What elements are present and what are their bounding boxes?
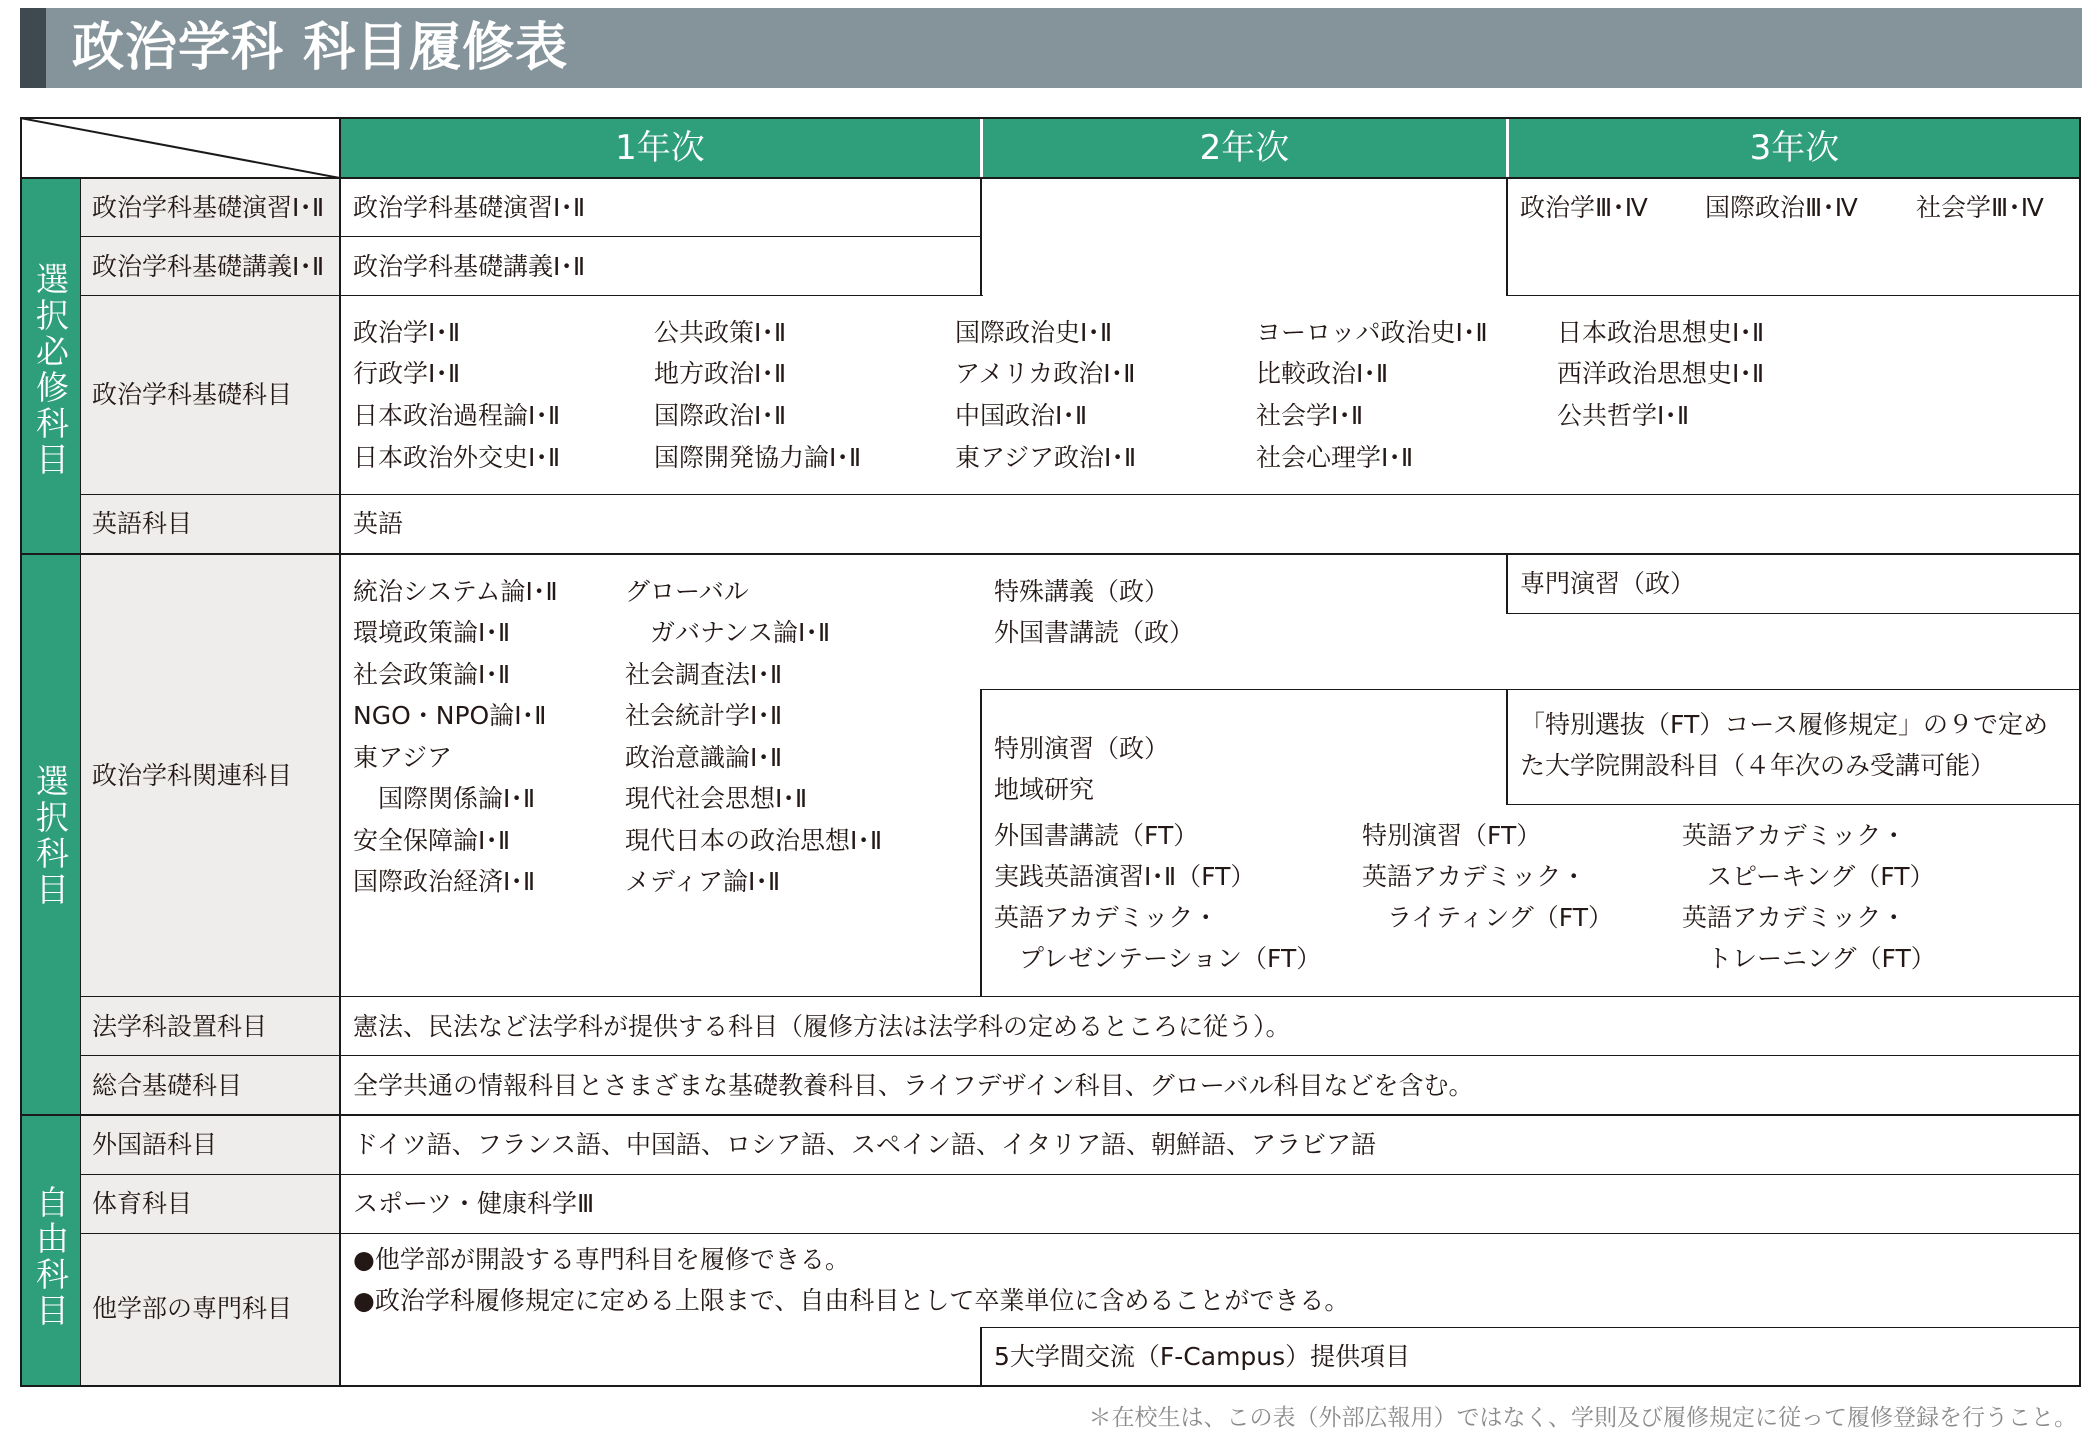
- list-item: 東アジア: [353, 743, 453, 772]
- list-item: トレーニング（FT）: [1682, 944, 1936, 973]
- list-item: 社会統計学Ⅰ･Ⅱ: [625, 701, 783, 730]
- group-free-label: 自由科目: [31, 1185, 70, 1329]
- cell-fcampus: 5大学間交流（F-Campus）提供項目: [994, 1342, 1411, 1371]
- list-item: プレゼンテーション（FT）: [994, 944, 1322, 973]
- list-item: 公共政策Ⅰ･Ⅱ: [654, 318, 787, 347]
- list-item: 日本政治外交史Ⅰ･Ⅱ: [353, 443, 561, 472]
- row-label-general: 総合基礎科目: [92, 1071, 243, 1100]
- list-item: 西洋政治思想史Ⅰ･Ⅱ: [1557, 359, 1765, 388]
- cell-specialized-seminar: 専門演習（政）: [1520, 569, 1696, 598]
- list-item: スピーキング（FT）: [1682, 862, 1935, 891]
- cell-y3-advanced-2: 国際政治Ⅲ･Ⅳ: [1705, 193, 1858, 222]
- cell-pe: スポーツ・健康科学Ⅲ: [353, 1189, 595, 1218]
- row-label-lecture: 政治学科基礎講義Ⅰ･Ⅱ: [92, 252, 325, 281]
- list-item: 英語アカデミック・: [1362, 862, 1587, 891]
- row-label-english: 英語科目: [92, 509, 193, 538]
- list-item: 安全保障論Ⅰ･Ⅱ: [353, 826, 511, 855]
- row-label-law: 法学科設置科目: [92, 1012, 268, 1041]
- cell-law-subjects: 憲法、民法など法学科が提供する科目（履修方法は法学科の定めるところに従う）。: [353, 1012, 1291, 1041]
- cell-lecture-y1: 政治学科基礎講義Ⅰ･Ⅱ: [353, 252, 586, 281]
- corner-diagonal: [20, 118, 340, 178]
- cell-y3-advanced-3: 社会学Ⅲ･Ⅳ: [1916, 193, 2044, 222]
- list-item: グローバル: [625, 577, 749, 606]
- page-title: 政治学科 科目履修表: [72, 18, 569, 78]
- list-item: 統治システム論Ⅰ･Ⅱ: [353, 577, 558, 606]
- cell-foreign-reading: 外国書講読（政）: [994, 618, 1195, 647]
- cell-seminar-y1: 政治学科基礎演習Ⅰ･Ⅱ: [353, 193, 586, 222]
- row-label-basic: 政治学科基礎科目: [92, 380, 293, 409]
- cell-other-faculty-2: ●政治学科履修規定に定める上限まで、自由科目として卒業単位に含めることができる。: [353, 1286, 1350, 1315]
- row-label-related: 政治学科関連科目: [92, 761, 293, 790]
- cell-foreign-languages: ドイツ語、フランス語、中国語、ロシア語、スペイン語、イタリア語、朝鮮語、アラビア語: [353, 1130, 1377, 1159]
- list-item: 国際政治史Ⅰ･Ⅱ: [955, 318, 1113, 347]
- cell-y3-advanced-1: 政治学Ⅲ･Ⅳ: [1520, 193, 1648, 222]
- list-item: 社会学Ⅰ･Ⅱ: [1256, 401, 1364, 430]
- footnote: ＊在校生は、この表（外部広報用）ではなく、学則及び履修規定に従って履修登録を行うこと。: [1088, 1405, 2077, 1431]
- list-item: 中国政治Ⅰ･Ⅱ: [955, 401, 1088, 430]
- cell-english: 英語: [353, 509, 404, 538]
- list-item: NGO・NPO論Ⅰ･Ⅱ: [353, 701, 547, 730]
- list-item: 国際開発協力論Ⅰ･Ⅱ: [654, 443, 862, 472]
- list-item: 特別演習（FT）: [1362, 821, 1542, 850]
- list-item: 日本政治過程論Ⅰ･Ⅱ: [353, 401, 561, 430]
- list-item: ライティング（FT）: [1362, 903, 1613, 932]
- list-item: 英語アカデミック・: [1682, 821, 1907, 850]
- row-label-other-faculty: 他学部の専門科目: [92, 1294, 293, 1323]
- list-item: 行政学Ⅰ･Ⅱ: [353, 359, 461, 388]
- cell-special-seminar: 特別演習（政）: [994, 734, 1170, 763]
- list-item: 外国書講読（FT）: [994, 821, 1199, 850]
- list-item: 社会政策論Ⅰ･Ⅱ: [353, 660, 511, 689]
- list-item: 東アジア政治Ⅰ･Ⅱ: [955, 443, 1137, 472]
- list-item: 政治意識論Ⅰ･Ⅱ: [625, 743, 783, 772]
- list-item: 日本政治思想史Ⅰ･Ⅱ: [1557, 318, 1765, 347]
- header-year1: 1年次: [615, 128, 705, 168]
- list-item: 実践英語演習Ⅰ･Ⅱ（FT）: [994, 862, 1256, 891]
- list-item: 国際政治経済Ⅰ･Ⅱ: [353, 867, 536, 896]
- list-item: 社会調査法Ⅰ･Ⅱ: [625, 660, 783, 689]
- list-item: 国際政治Ⅰ･Ⅱ: [654, 401, 787, 430]
- header-year3: 3年次: [1749, 128, 1840, 168]
- list-item: 政治学Ⅰ･Ⅱ: [353, 318, 461, 347]
- list-item: 環境政策論Ⅰ･Ⅱ: [353, 618, 511, 647]
- list-item: 現代社会思想Ⅰ･Ⅱ: [625, 784, 808, 813]
- cell-other-faculty-1: ●他学部が開設する専門科目を履修できる。: [353, 1245, 850, 1274]
- title-accent: [20, 8, 46, 88]
- list-item: 現代日本の政治思想Ⅰ･Ⅱ: [625, 826, 883, 855]
- list-item: ガバナンス論Ⅰ･Ⅱ: [625, 618, 831, 647]
- list-item: 公共哲学Ⅰ･Ⅱ: [1557, 401, 1690, 430]
- group-elective-label: 選択科目: [31, 764, 70, 908]
- list-item: メディア論Ⅰ･Ⅱ: [625, 867, 781, 896]
- group-required-label: 選択必修科目: [31, 262, 70, 478]
- list-item: 地方政治Ⅰ･Ⅱ: [654, 359, 787, 388]
- list-item: アメリカ政治Ⅰ･Ⅱ: [955, 359, 1136, 388]
- cell-ft-grad-1: 「特別選抜（FT）コース履修規定」の９で定め: [1520, 710, 2048, 739]
- list-item: 英語アカデミック・: [1682, 903, 1907, 932]
- list-item: 国際関係論Ⅰ･Ⅱ: [353, 784, 536, 813]
- cell-ft-grad-2: た大学院開設科目（４年次のみ受講可能）: [1520, 751, 1996, 780]
- list-item: ヨーロッパ政治史Ⅰ･Ⅱ: [1256, 318, 1488, 347]
- list-item: 社会心理学Ⅰ･Ⅱ: [1256, 443, 1414, 472]
- row-label-pe: 体育科目: [92, 1189, 193, 1218]
- list-item: 比較政治Ⅰ･Ⅱ: [1256, 359, 1389, 388]
- row-label-seminar: 政治学科基礎演習Ⅰ･Ⅱ: [92, 193, 325, 222]
- cell-general-subjects: 全学共通の情報科目とさまざまな基礎教養科目、ライフデザイン科目、グローバル科目などを含む。: [353, 1071, 1474, 1100]
- cell-regional-studies: 地域研究: [994, 775, 1095, 804]
- list-item: 英語アカデミック・: [994, 903, 1219, 932]
- row-label-foreign-lang: 外国語科目: [92, 1130, 218, 1159]
- cell-special-lecture: 特殊講義（政）: [994, 577, 1170, 606]
- header-year2: 2年次: [1199, 128, 1290, 168]
